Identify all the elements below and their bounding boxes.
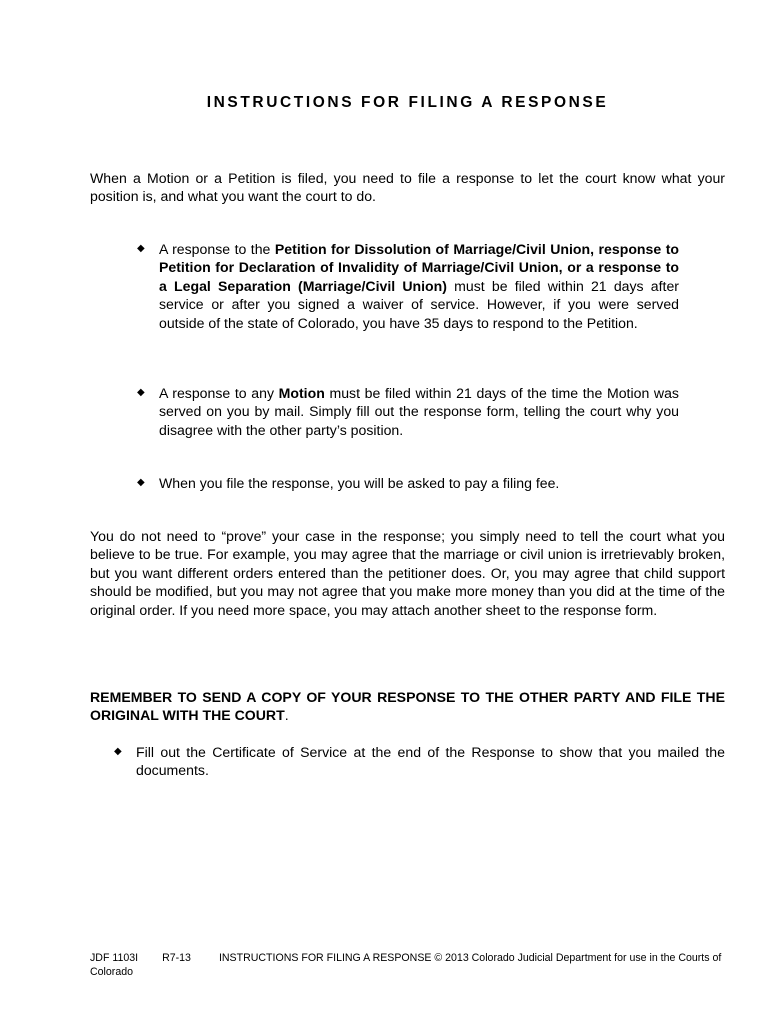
page-title: INSTRUCTIONS FOR FILING A RESPONSE bbox=[206, 94, 609, 111]
bullet-text-pre: A response to any bbox=[159, 385, 279, 401]
diamond-bullet-icon: ◆ bbox=[114, 746, 122, 757]
body-paragraph: You do not need to “prove” your case in the response; you simply need to tell the court what you believe to be true. For example, you may agree that the marriage or civil union is irretrievably broken, but you want different orders entered than the petitioner does. Or, you may agree that child support should be modified, but you may not agree that you make more money than you did at the time of the original order. If you need more space, you may attach another sheet to the response form. bbox=[90, 528, 725, 618]
bullet-text-post: must be filed within 21 days after service or after you signed a waiver of service. However, if you were served outside of the state of Colorado, you have 35 days to respond to the Petition. bbox=[159, 277, 679, 331]
bullet-text: Fill out the Certificate of Service at the end of the Response to show that you mailed the documents. bbox=[136, 744, 725, 779]
diamond-bullet-icon: ◆ bbox=[137, 243, 145, 254]
bullet-text-bold: Petition for Dissolution of Marriage/Civil Union, response to Petition for Declaration of Invalidity of Marriage/Civil Union, or a response to a Legal Separation (Marriage/Civil Union) bbox=[159, 241, 679, 294]
remember-period: . bbox=[284, 707, 289, 724]
diamond-bullet-icon: ◆ bbox=[137, 477, 145, 488]
footer-revision: R7-13 bbox=[162, 952, 191, 964]
bullet-text-pre: A response to the bbox=[159, 241, 275, 257]
bullet-text-post: must be filed within 21 days of the time the Motion was served on you by mail. Simply fill out the response form, telling the court why you disagree with the other party’s position. bbox=[159, 385, 679, 438]
remember-notice bbox=[90, 688, 725, 725]
bullet-text-bold: Motion bbox=[278, 385, 325, 401]
footer-text: INSTRUCTIONS FOR FILING A RESPONSE © 2013 Colorado Judicial Department for use in the Courts of Colorado bbox=[90, 952, 722, 978]
diamond-bullet-icon: ◆ bbox=[137, 387, 145, 398]
bullet-motion-response bbox=[137, 384, 679, 439]
bullet-petition-response bbox=[137, 240, 679, 332]
bullet-certificate-of-service bbox=[114, 743, 725, 780]
footer-form-id: JDF 1103I bbox=[90, 952, 139, 964]
bullet-text: When you file the response, you will be asked to pay a filing fee. bbox=[159, 475, 560, 491]
intro-paragraph: When a Motion or a Petition is filed, you need to file a response to let the court know what your position is, and what you want the court to do. bbox=[90, 170, 725, 205]
bullet-filing-fee bbox=[137, 474, 679, 492]
remember-text: REMEMBER TO SEND A COPY OF YOUR RESPONSE TO THE OTHER PARTY AND FILE THE ORIGINAL WITH THE COURT bbox=[90, 689, 725, 724]
page-footer bbox=[90, 951, 730, 979]
